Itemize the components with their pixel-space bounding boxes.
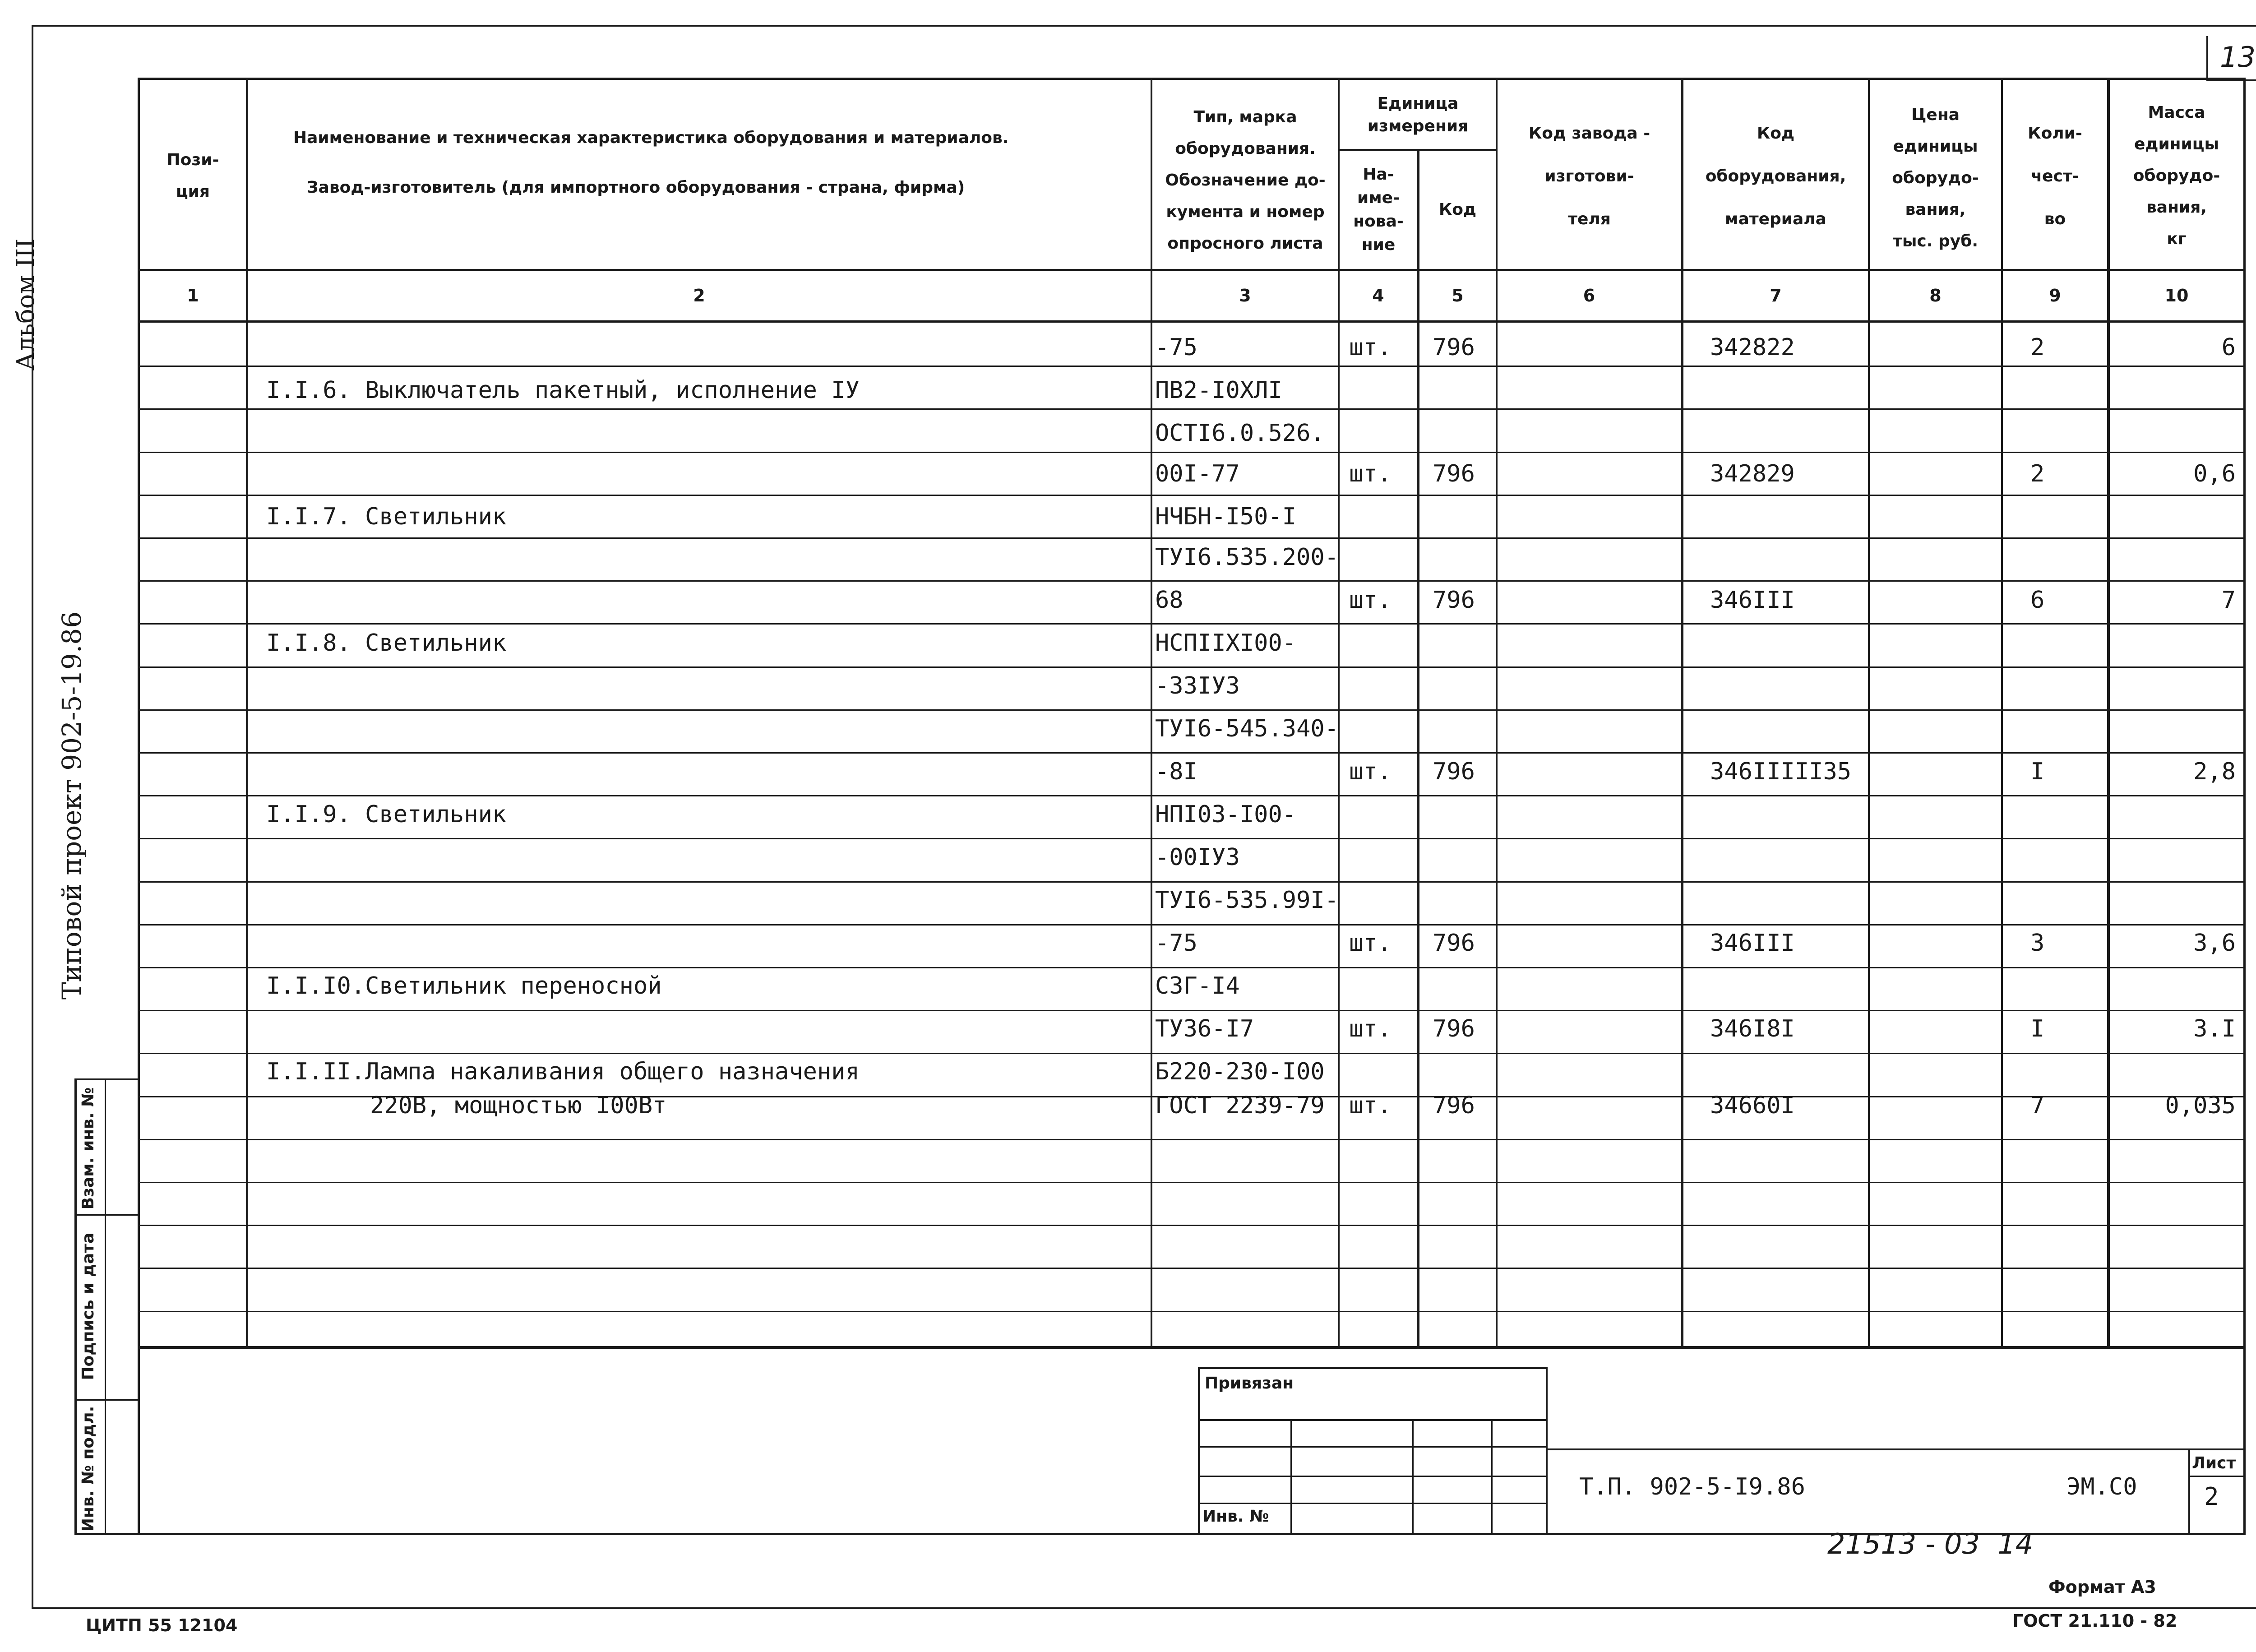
stamp-privyazan: Привязан (1205, 1374, 1294, 1393)
row-line (138, 1268, 2245, 1269)
colnum-9: 9 (2049, 286, 2061, 305)
stamp-row-2 (1198, 1446, 1548, 1448)
row-line (138, 623, 2245, 625)
header-material-code: Код оборудования, материала (1705, 124, 1846, 228)
row-type: ГОСТ 2239-79 (1155, 1092, 1325, 1119)
stamp-outer-right (1546, 1367, 1548, 1534)
row-mass: 6 (2221, 334, 2236, 361)
row-unit-code: 796 (1433, 758, 1475, 785)
row-unit-code: 796 (1433, 587, 1475, 614)
stamp-vcol-2 (1412, 1419, 1414, 1534)
header-mass: Масса единицы оборудо- вания, кг (2133, 103, 2220, 248)
header-name-line1: Наименование и техническая характеристика оборудования и материалов. (293, 129, 1009, 147)
row-unit-code: 796 (1433, 334, 1475, 361)
stamp-col-right (138, 1078, 140, 1535)
colnum-6: 6 (1583, 286, 1595, 305)
row-line (138, 666, 2245, 668)
unit-subheader-line (1338, 149, 1497, 151)
row-type: НПI03-I00- (1155, 801, 1297, 828)
stamp-col-sep2 (74, 1399, 140, 1401)
row-unit: шт. (1349, 334, 1392, 361)
bottom-border-line (32, 1607, 2256, 1609)
col-divider-8 (2001, 78, 2003, 1348)
row-material-code: 346III (1710, 930, 1795, 957)
row-unit-code: 796 (1433, 460, 1475, 487)
row-unit: шт. (1349, 930, 1392, 957)
row-mass: 0,035 (2165, 1092, 2236, 1119)
row-type: 00I-77 (1155, 460, 1240, 487)
row-type: ОСТI6.0.526. (1155, 420, 1325, 447)
row-type: -75 (1155, 334, 1197, 361)
stamp-tp-top (1546, 1448, 2245, 1450)
list-box-mid (2188, 1476, 2245, 1477)
colnum-2: 2 (693, 286, 705, 305)
row-line (138, 366, 2245, 367)
row-type: НСПIIХI00- (1155, 629, 1297, 657)
row-material-code: 34660I (1710, 1092, 1795, 1119)
row-mass: 0,6 (2193, 460, 2236, 487)
table-right (2243, 78, 2246, 1535)
colnum-10: 10 (2164, 286, 2189, 305)
colnum-7: 7 (1770, 286, 1782, 305)
col-divider-5 (1496, 78, 1498, 1348)
row-mass: 7 (2221, 587, 2236, 614)
handwritten-number: 21513 - 03 14 (1827, 1527, 2034, 1560)
row-name: I.I.7. Светильник (266, 503, 507, 530)
row-unit-code: 796 (1433, 1015, 1475, 1042)
row-type: -75 (1155, 930, 1197, 957)
row-type: 68 (1155, 587, 1183, 614)
row-quantity: I (2030, 1015, 2045, 1042)
header-unit-code: Код (1438, 200, 1477, 219)
side-project-label: Типовой проект 902-5-19.86 (56, 611, 87, 1000)
row-quantity: 2 (2030, 334, 2045, 361)
row-line (138, 495, 2245, 496)
list-box-left (2188, 1448, 2190, 1534)
side-stamp-signature-date: Подпись и дата (79, 1232, 97, 1380)
header-price: Цена единицы оборудо- вания, тыс. руб. (1892, 106, 1979, 250)
row-material-code: 346IIIII35 (1710, 758, 1852, 785)
row-type: -8I (1155, 758, 1197, 785)
side-stamp-original-inv: Инв. № подл. (79, 1406, 97, 1532)
row-type: ТУI6-545.340- (1155, 715, 1339, 742)
col-divider-7 (1868, 78, 1870, 1348)
row-quantity: 7 (2030, 1092, 2045, 1119)
row-line (138, 537, 2245, 539)
row-line (138, 580, 2245, 582)
colnum-3: 3 (1239, 286, 1251, 305)
row-unit: шт. (1349, 1015, 1392, 1042)
row-material-code: 342829 (1710, 460, 1795, 487)
col-divider-4 (1417, 149, 1419, 1349)
row-type: ТУI6-535.99I- (1155, 887, 1339, 914)
row-name: I.I.8. Светильник (266, 629, 507, 657)
top-border-line (32, 25, 2256, 27)
row-type: ТУI6.535.200- (1155, 544, 1339, 571)
stamp-doc-code: ЭМ.С0 (2066, 1473, 2137, 1500)
header-unit: Единица измерения (1367, 94, 1469, 135)
row-mass: 2,8 (2193, 758, 2236, 785)
table-top (138, 78, 2245, 80)
row-line (138, 408, 2245, 410)
colnum-5: 5 (1452, 286, 1464, 305)
col-divider-3 (1338, 78, 1340, 1348)
stamp-outer-top (1198, 1367, 1548, 1369)
row-name: I.I.6. Выключатель пакетный, исполнение IУ (266, 377, 860, 404)
col-divider-6 (1681, 78, 1683, 1348)
row-line (138, 967, 2245, 968)
stamp-outer-left (1198, 1367, 1200, 1534)
row-quantity: I (2030, 758, 2045, 785)
stamp-row-3 (1198, 1476, 1548, 1477)
colnum-1: 1 (187, 286, 199, 305)
col-divider-2 (1151, 78, 1152, 1348)
stamp-col-left (74, 1078, 77, 1535)
row-material-code: 342822 (1710, 334, 1795, 361)
row-line (138, 795, 2245, 796)
sheet-corner-number: 13 (2220, 41, 2256, 74)
stamp-col-mid (105, 1078, 106, 1535)
row-type: Б220-230-I00 (1155, 1058, 1325, 1085)
row-name: 220В, мощностью I00Вт (370, 1092, 667, 1119)
stamp-col-top (74, 1078, 140, 1080)
row-line (138, 752, 2245, 754)
colnum-4: 4 (1372, 286, 1384, 305)
row-unit: шт. (1349, 460, 1392, 487)
stamp-inv-no: Инв. № (1202, 1507, 1269, 1526)
header-type: Тип, марка оборудования. Обозначение до- кумента и номер опросного листа (1165, 108, 1326, 253)
row-line (138, 838, 2245, 839)
row-type: ПВ2-I0ХЛI (1155, 377, 1282, 404)
row-line (138, 1010, 2245, 1011)
row-unit: шт. (1349, 1092, 1392, 1119)
row-mass: 3,6 (2193, 930, 2236, 957)
row-name: I.I.I0.Светильник переносной (266, 972, 662, 1000)
col-divider-1 (246, 78, 248, 1348)
header-position: Пози- ция (166, 151, 219, 201)
row-unit-code: 796 (1433, 930, 1475, 957)
header-qty: Коли- чест- во (2028, 124, 2082, 228)
stamp-vcol-1 (1290, 1419, 1292, 1534)
stamp-vcol-3 (1491, 1419, 1493, 1534)
row-quantity: 2 (2030, 460, 2045, 487)
corner-box-left (2206, 36, 2208, 81)
stamp-list-label: Лист (2192, 1454, 2236, 1472)
row-unit: шт. (1349, 587, 1392, 614)
side-album-label: Альбом III (11, 238, 40, 371)
grid-bottom-line (138, 1346, 2245, 1349)
stamp-row-4 (1198, 1503, 1548, 1504)
citp-label: ЦИТП 55 12104 (86, 1615, 238, 1635)
row-line (138, 709, 2245, 711)
row-line (138, 881, 2245, 883)
row-name: I.I.II.Лампа накаливания общего назначения (266, 1058, 860, 1085)
col-divider-9 (2107, 78, 2110, 1348)
row-unit: шт. (1349, 758, 1392, 785)
row-quantity: 6 (2030, 587, 2045, 614)
row-material-code: 346I8I (1710, 1015, 1795, 1042)
header-name-line2: Завод-изготовитель (для импортного оборудования - страна, фирма) (307, 178, 965, 197)
row-line (138, 1053, 2245, 1054)
row-line (138, 452, 2245, 453)
side-stamp-replace-inv: Взам. инв. № (79, 1087, 97, 1210)
row-type: С3Г-I4 (1155, 972, 1240, 1000)
row-line (138, 1182, 2245, 1183)
colnum-bottom-line (138, 320, 2245, 323)
row-unit-code: 796 (1433, 1092, 1475, 1119)
gost-label: ГОСТ 21.110 - 82 (2012, 1611, 2177, 1631)
stamp-tp-code: Т.П. 902-5-I9.86 (1579, 1473, 1805, 1500)
row-type: -00IУ3 (1155, 844, 1240, 871)
row-line (138, 1225, 2245, 1226)
row-name: I.I.9. Светильник (266, 801, 507, 828)
header-unit-name: На- име- нова- ние (1353, 165, 1404, 254)
row-quantity: 3 (2030, 930, 2045, 957)
format-label: Формат А3 (2048, 1577, 2156, 1597)
stamp-row-1 (1198, 1419, 1548, 1421)
row-line (138, 924, 2245, 925)
row-type: ТУ36-I7 (1155, 1015, 1254, 1042)
row-mass: 3.I (2193, 1015, 2236, 1042)
stamp-list-number: 2 (2204, 1482, 2219, 1511)
colnum-8: 8 (1929, 286, 1942, 305)
row-line (138, 1311, 2245, 1312)
header-factory-code: Код завода - изготови- теля (1528, 124, 1650, 228)
row-type: -33IУ3 (1155, 672, 1240, 699)
row-type: НЧБН-I50-I (1155, 503, 1297, 530)
row-line (138, 1139, 2245, 1140)
row-material-code: 346III (1710, 587, 1795, 614)
